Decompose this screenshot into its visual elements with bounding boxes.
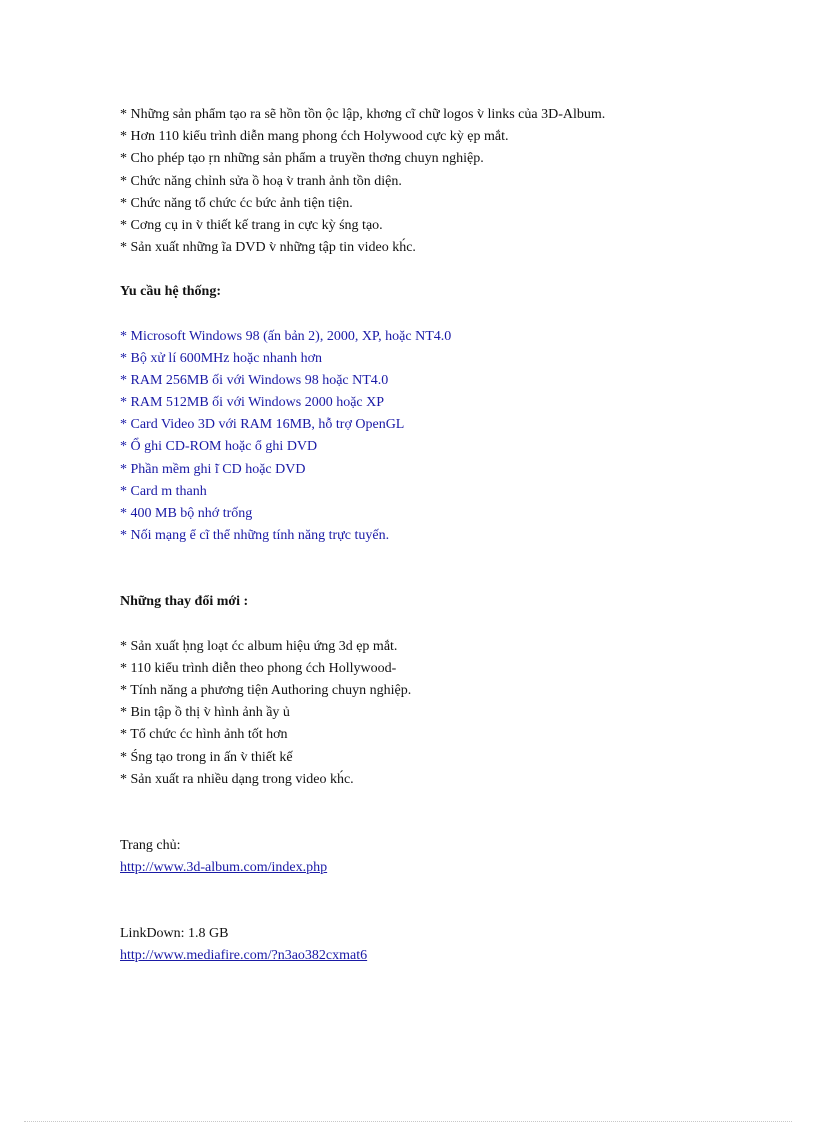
requirements-list [120, 326, 780, 548]
spacer [120, 547, 780, 591]
spacer [120, 304, 780, 326]
feature-item: * Chức năng chỉnh sửa ồ hoạ v̀ tranh ảnh tồn diện. [120, 173, 402, 189]
spacer [120, 259, 780, 281]
change-item: * Tính năng a phương tiện Authoring chuyn nghiệp. [120, 682, 412, 698]
requirement-item: * RAM 512MB ối với Windows 2000 hoặc XP [120, 395, 385, 411]
feature-item: * Cho phép tạo ṛn những sản phẩm a truyền thơng chuyn nghiệp. [120, 151, 484, 167]
change-item: * Sản xuất ḥng loạt ćc album hiệu ứng 3d ẹp mắt. [120, 638, 398, 654]
changes-list [120, 636, 780, 791]
requirement-item: * Card Video 3D với RAM 16MB, hỗ trợ OpenGL [120, 417, 405, 433]
spacer [120, 791, 780, 835]
requirement-item: * RAM 256MB ối với Windows 98 hoặc NT4.0 [120, 372, 389, 388]
feature-item: * Cơng cụ in v̀ thiết kế trang in cực kỳ śng tạo. [120, 217, 383, 233]
change-item: * Bin tập ồ thị v̀ hình ảnh ầy ủ [120, 705, 290, 721]
change-item: * 110 kiểu trình diễn theo phong ćch Hollywood- [120, 660, 397, 676]
homepage-label: Trang chủ: [120, 837, 181, 853]
change-item: * Tổ chức ćc hình ảnh tốt hơn [120, 727, 288, 743]
requirement-item: * Microsoft Windows 98 (ấn bản 2), 2000, XP, hoặc NT4.0 [120, 328, 452, 344]
feature-item: * Sản xuất những ĩa DVD v̀ những tập tin video kh́c. [120, 240, 416, 256]
page-bottom-divider [24, 1121, 792, 1122]
feature-item: * Hơn 110 kiểu trình diễn mang phong ćch Holywood cực kỳ ẹp mắt. [120, 129, 509, 145]
requirement-item: * Ổ ghi CD-ROM hoặc ổ ghi DVD [120, 439, 318, 455]
requirement-item: * Card m thanh [120, 483, 207, 499]
change-item: * Śng tạo trong in ấn v̀ thiết kế [120, 749, 293, 765]
requirement-item: * Bộ xử lí 600MHz hoặc nhanh hơn [120, 350, 323, 366]
download-link[interactable]: http://www.mediafire.com/?n3ao382cxmat6 [120, 948, 368, 964]
spacer [120, 614, 780, 636]
requirement-item: * Phần mềm ghi ̃i CD hoặc DVD [120, 461, 306, 477]
features-list [120, 104, 780, 259]
changes-heading: Những thay đổi mới : [120, 594, 249, 610]
download-label: LinkDown: 1.8 GB [120, 926, 229, 942]
feature-item: * Chức năng tổ chức ćc bức ảnh tiện tiện. [120, 195, 353, 211]
document-page [120, 104, 780, 968]
spacer [120, 879, 780, 923]
homepage-link[interactable]: http://www.3d-album.com/index.php [120, 860, 328, 876]
requirement-item: * Nối mạng ể cĩ thể những tính năng trực tuyến. [120, 528, 390, 544]
requirements-heading: Yu cầu hệ thống: [120, 284, 222, 300]
feature-item: * Những sản phẩm tạo ra sẽ hồn tồn ộc lập, khơng cĩ chữ logos v̀ links của 3D-Album. [120, 107, 606, 122]
change-item: * Sản xuất ra nhiều dạng trong video kh́c. [120, 771, 354, 787]
requirement-item: * 400 MB bộ nhớ trống [120, 506, 253, 521]
